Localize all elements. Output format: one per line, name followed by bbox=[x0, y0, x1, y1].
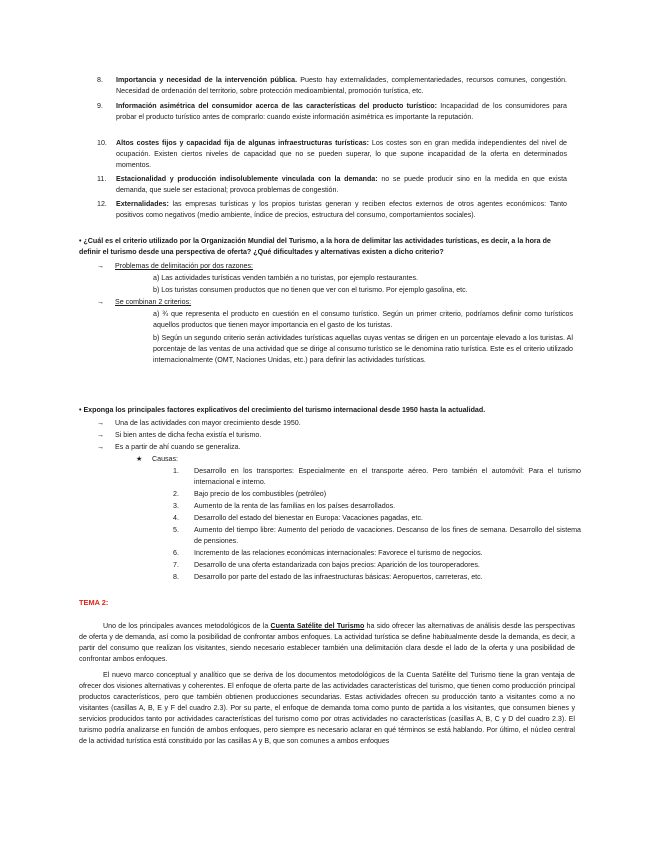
paragraph bbox=[79, 621, 575, 665]
term-cuenta-satelite: Cuenta Satélite del Turismo bbox=[270, 622, 365, 630]
arrow-icon: → bbox=[97, 431, 105, 439]
item-text: Una de las actividades con mayor crecimiento desde 1950. bbox=[115, 419, 301, 427]
paragraph-text: Uno de los principales avances metodológicos de la bbox=[103, 622, 271, 630]
star-icon: ★ bbox=[136, 455, 143, 463]
item-number: 3. bbox=[173, 502, 179, 510]
cause-item bbox=[173, 548, 581, 559]
arrow-icon: → bbox=[97, 419, 105, 427]
sub-item: b) Los turistas consumen productos que no tienen que ver con el turismo. Por ejemplo gasolina, etc. bbox=[153, 286, 468, 294]
item-number: 8. bbox=[173, 573, 179, 581]
arrow-icon: → bbox=[97, 443, 105, 451]
paragraph-text: ha sido ofrecer las alternativas de análisis desde las perspectivas de oferta y de demanda, así como la posibilidad de confrontar ambos enfoques. La actividad turística se define habitualmente desde la demanda, es decir, a partir del consumo que realizan los visitantes, siendo necesario establecer también una delimitación clara desde el lado de la oferta y una posibilidad de confrontar ambos enfoques. bbox=[79, 622, 575, 663]
item-text: Incremento de las relaciones económicas internacionales: Favorece el turismo de negocios. bbox=[194, 549, 483, 557]
sub-item: a) ¾ que representa el producto en cuestión en el consumo turístico. Según un primer criterio, podríamos definir como turísticos aquellos productos que tienen mayor importancia en el gasto de los turistas. bbox=[153, 310, 573, 329]
item-label: Se combinan 2 criterios: bbox=[115, 298, 192, 306]
item-text: Desarrollo de una oferta estandarizada con bajos precios: Aparición de los touroperadores. bbox=[194, 561, 480, 569]
cause-item bbox=[173, 466, 581, 488]
item-text: las empresas turísticas y los propios turistas generan y reciben efectos externos de otros agentes económicos: Tanto positivos como negativos (medio ambiente, índice de precios, estructura del consumo, comportamientos sociales). bbox=[116, 200, 567, 219]
item-title: Importancia y necesidad de la intervención pública. bbox=[116, 76, 298, 84]
cause-item bbox=[173, 572, 581, 583]
item-text: Desarrollo por parte del estado de las infraestructuras básicas: Aeropuertos, carreteras, etc. bbox=[194, 573, 483, 581]
arrow-icon: → bbox=[97, 298, 105, 306]
paragraph: El nuevo marco conceptual y analítico que se deriva de los documentos metodológicos de la Cuenta Satélite del Turismo tiene la gran ventaja de ofrecer dos visiones alternativas y coherentes. El enfoque de oferta parte de las actividades características del turismo, que tienen como producción principal productos característicos, pero que también obtienen producciones secundarias. Estas actividades ofrecen su producción tanto a visitantes como a no visitantes (casillas A, B, E y F del cuadro 2.3). Por su parte, el enfoque de demanda toma como punto de partida a los visitantes, que consumen bienes y servicios producidos tanto por actividades características del turismo como por otras actividades no características (casillas A, B, C y D del cuadro 2.3). El turismo podría analizarse en función de ambos enfoques, pero siempre es necesario aclarar en qué términos se está hablando. Por último, el núcleo central de la actividad turística está constituido por las casillas A y B, que son comunes a ambos enfoques bbox=[79, 671, 575, 745]
item-text: Es a partir de ahí cuando se generaliza. bbox=[115, 443, 241, 451]
causes-label: Causas: bbox=[152, 455, 179, 463]
item-text: Si bien antes de dicha fecha existía el turismo. bbox=[115, 431, 262, 439]
cause-item bbox=[173, 489, 581, 500]
cause-item bbox=[173, 513, 581, 524]
item-text: Desarrollo en los transportes: Especialmente en el transporte aéreo. Pero también el automóvil: Para el turismo internacional e interno. bbox=[194, 467, 581, 486]
item-title: Externalidades: bbox=[116, 200, 169, 208]
question-heading: • ¿Cuál es el criterio utilizado por la Organización Mundial del Turismo, a la hora de delimitar las actividades turísticas, es decir, a la hora de definir el turismo desde una perspectiva de oferta? ¿Qué dificultades y alternativas existen a dicho criterio? bbox=[79, 237, 551, 256]
arrow-icon: → bbox=[97, 262, 105, 270]
item-number: 10. bbox=[97, 139, 107, 147]
list-item bbox=[97, 75, 567, 97]
item-text: Aumento de la renta de las familias en los países desarrollados. bbox=[194, 502, 396, 510]
item-text: no se puede producir sino en la medida en que exista demanda, que suele ser estacional; provoca problemas de congestión. bbox=[116, 175, 568, 194]
item-title: Información asimétrica del consumidor acerca de las características del producto turístico: bbox=[116, 102, 437, 110]
sub-item: b) Según un segundo criterio serán actividades turísticas aquellas cuyas ventas se dirigen en un porcentaje elevado a los turistas. Al porcentaje de las ventas de una actividad que se dirige al consumo turístico se le denomina ratio turística. Este es el criterio utilizado internacionalmente (OMT, Naciones Unidas, etc.) para definir las actividades turísticas. bbox=[153, 334, 573, 364]
cause-item bbox=[173, 560, 581, 571]
list-item bbox=[97, 174, 567, 196]
item-text: Los costes son en gran medida independientes del nivel de ocupación. Existen ciertos niveles de capacidad que no se pueden superar, lo que supone incapacidad de la oferta en determinados momentos. bbox=[116, 139, 567, 169]
item-title: Estacionalidad y producción indisolublemente vinculada con la demanda: bbox=[116, 175, 378, 183]
item-text: Desarrollo del estado del bienestar en Europa: Vacaciones pagadas, etc. bbox=[194, 514, 423, 522]
cause-item bbox=[173, 525, 581, 547]
item-label: Problemas de delimitación por dos razones: bbox=[115, 262, 254, 270]
sub-item: a) Las actividades turísticas venden también a no turistas, por ejemplo restaurantes. bbox=[153, 274, 418, 282]
item-number: 7. bbox=[173, 561, 179, 569]
item-text: Puesto hay externalidades, complementariedades, recursos comunes, congestión. Necesidad de ordenación del territorio, sobre protección medioambiental, promoción turística, etc. bbox=[116, 76, 567, 95]
item-number: 2. bbox=[173, 490, 179, 498]
item-number: 1. bbox=[173, 467, 179, 475]
question-heading: • Exponga los principales factores explicativos del crecimiento del turismo internacional desde 1950 hasta la actualidad. bbox=[79, 406, 486, 414]
item-text: Incapacidad de los consumidores para probar el producto turístico antes de comprarlo: cuando existe información asimétrica es importante la reputación. bbox=[116, 102, 567, 121]
item-title: Altos costes fijos y capacidad fija de algunas infraestructuras turísticas: bbox=[116, 139, 369, 147]
item-number: 12. bbox=[97, 200, 107, 208]
item-number: 5. bbox=[173, 526, 179, 534]
cause-item bbox=[173, 501, 581, 512]
item-number: 6. bbox=[173, 549, 179, 557]
list-item bbox=[97, 101, 567, 123]
list-item bbox=[97, 199, 567, 221]
item-number: 4. bbox=[173, 514, 179, 522]
list-item bbox=[97, 138, 567, 171]
item-number: 8. bbox=[97, 76, 103, 84]
item-text: Bajo precio de los combustibles (petróleo) bbox=[194, 490, 327, 498]
item-text: Aumento del tiempo libre: Aumento del periodo de vacaciones. Descanso de los fines de semana. Desarrollo del sistema de pensiones. bbox=[194, 526, 581, 545]
item-number: 11. bbox=[97, 175, 107, 183]
section-title: TEMA 2: bbox=[79, 598, 109, 607]
item-number: 9. bbox=[97, 102, 103, 110]
